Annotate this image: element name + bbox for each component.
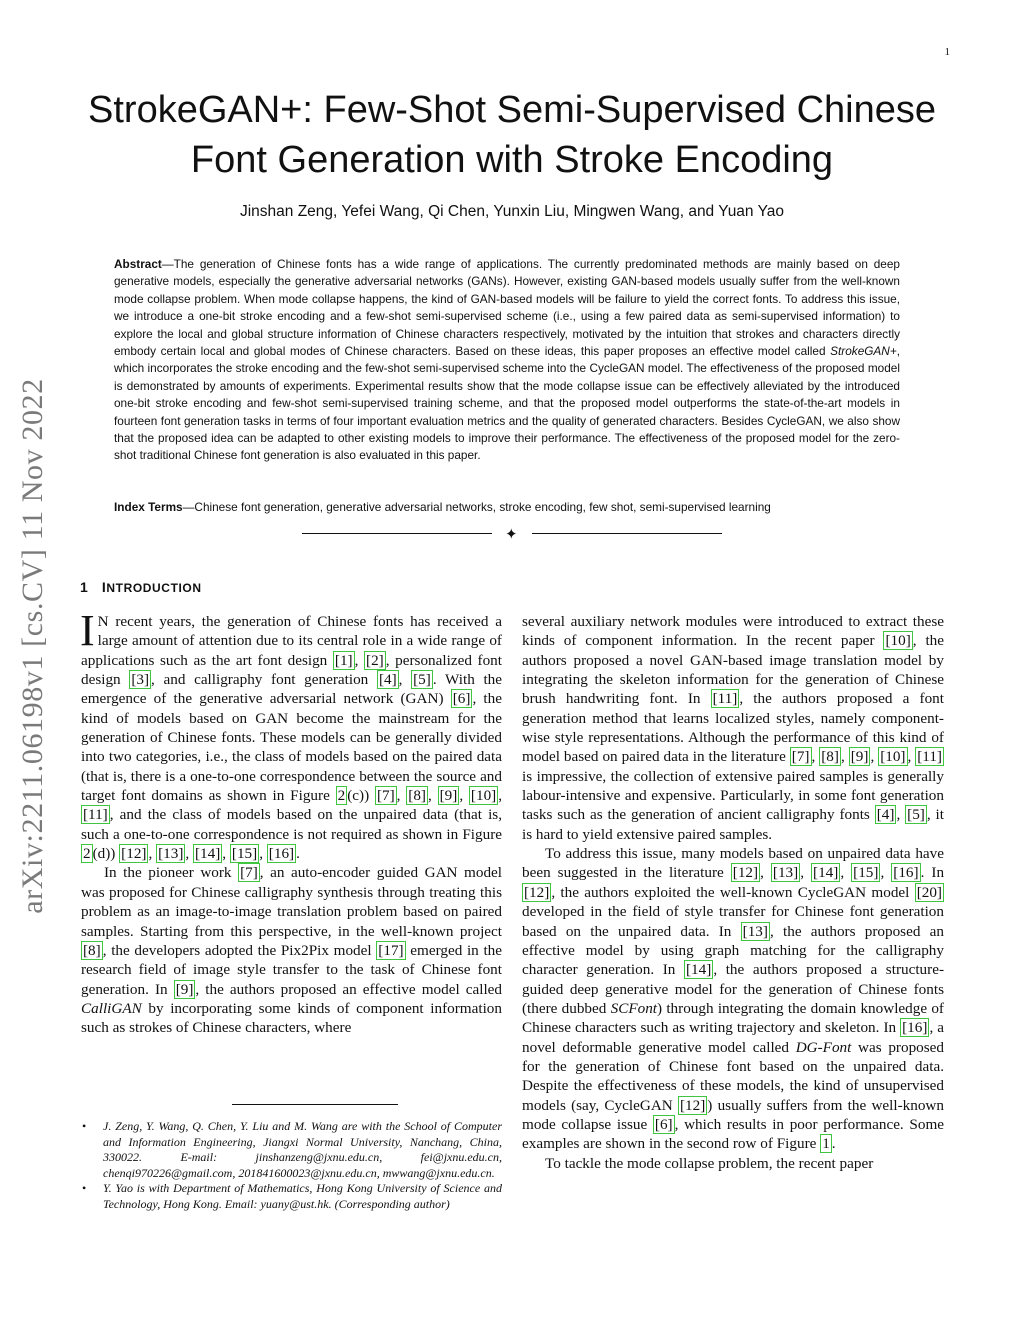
body-text: , (896, 806, 906, 824)
citation-link[interactable]: [5] (413, 671, 431, 689)
footnote-item (80, 1181, 502, 1212)
citation-link[interactable]: [6] (654, 1115, 673, 1133)
body-text: ) through integrating the domain knowledge of Chinese characters such as writing trajectory and skeleton. In (522, 999, 944, 1037)
citation-link[interactable]: [7] (376, 787, 395, 805)
citation-link[interactable]: [4] (876, 806, 895, 824)
paper-title: StrokeGAN+: Few-Shot Semi-Supervised Chinese Font Generation with Stroke Encoding (88, 89, 936, 181)
body-text: by incorporating some kinds of component information such as strokes of Chinese characters, where (81, 999, 502, 1037)
abstract-text-continued: , which incorporates the stroke encoding and the few-shot semi-supervised scheme into the CycleGAN model. The effectiveness of the proposed model is demonstrated by amounts of experiments. Experimental results show that the mode collapse issue can be effectively alleviated by the introduced one-bit stroke encoding and few-shot semi-supervised training scheme, and that the proposed model outperforms the state-of-the-art models in fourteen font generation tasks in terms of four important evaluation metrics and the quality of generated characters. Besides CycleGAN, we also show that the proposed idea can be adapted to other existing models to improve their performance. The effectiveness of the proposed model for the zero-shot traditional Chinese font generation is also evaluated in this paper. (114, 344, 900, 463)
citation-link[interactable]: [12] (524, 883, 550, 901)
body-text: recent years, the generation of Chinese fonts has received a large amount of attention due to its central role in a wide range of applications such as the art font design (81, 613, 502, 669)
intro-paragraph-2 (81, 863, 502, 1037)
body-text: , (800, 864, 812, 882)
model-name: CalliGAN (81, 999, 142, 1017)
body-text: , the authors exploited the well-known CycleGAN model (551, 883, 915, 901)
divider-line-right (532, 533, 722, 534)
body-text: emerged in the research field of image style transfer to the task of Chinese font generation. In (81, 941, 503, 998)
body-text: , the kind of models based on GAN become the mainstream for the generation of Chinese fonts. These models can be generally divided into two categories, i.e., the class of models based on the paired data (that is, there is a one-to-one correspondence between the source and target font domains as shown in Figure (81, 690, 502, 805)
citation-link[interactable]: [13] (158, 845, 184, 863)
divider-line-left (302, 533, 492, 534)
citation-link[interactable]: [3] (131, 671, 150, 689)
citation-link[interactable]: [6] (452, 690, 471, 708)
drop-cap: I (80, 606, 95, 655)
body-text: , (148, 845, 157, 863)
body-text: developed in the field of style transfer for Chinese font generation based on the unpaired data. In (522, 903, 944, 940)
figure-reference-link[interactable]: 1 (822, 1135, 830, 1153)
body-text: . (296, 845, 300, 863)
section-number: 1 (80, 579, 89, 595)
body-text: , (354, 651, 365, 669)
body-text: , the authors proposed a font generation method that learns localized styles, namely component-wise style representations. Although the performance of this kind of model based on paired data in the literature (522, 690, 944, 766)
figure-reference-link[interactable]: 2 (337, 787, 346, 805)
citation-link[interactable]: [10] (470, 787, 497, 805)
citation-link[interactable]: [12] (679, 1096, 706, 1114)
first-word-rest: N (97, 613, 109, 630)
footnote-rule (232, 1104, 398, 1105)
body-text: , an auto-encoder guided GAN model was proposed for Chinese calligraphy synthesis through treating this problem as an image-to-image translation problem based on paired samples. Starting from this perspective, in the well-known project (81, 864, 502, 940)
citation-link[interactable]: [14] (194, 845, 221, 863)
citation-link[interactable]: [5] (907, 806, 925, 824)
citation-link[interactable]: [11] (712, 690, 738, 708)
body-text: , (396, 787, 407, 805)
body-text: , (498, 787, 503, 805)
citation-link[interactable]: [11] (83, 806, 108, 824)
body-text: In the pioneer work (104, 864, 239, 882)
citation-link[interactable]: [16] (902, 1019, 928, 1037)
citation-link[interactable]: [4] (378, 671, 397, 689)
citation-link[interactable]: [1] (334, 651, 353, 669)
body-text: is impressive, the collection of extensive paired samples is generally labour-intensive and expensive. Particularly, in some font generation tasks such as the generation of ancient calligraphy fonts (522, 767, 944, 824)
body-text: . With the emergence of the generative adversarial network (GAN) (81, 671, 502, 708)
model-name: DG-Font (795, 1038, 852, 1056)
citation-link[interactable]: [15] (853, 864, 879, 882)
intro-paragraph-5: To tackle the mode collapse problem, the recent paper (545, 1154, 874, 1172)
body-text: , a novel deformable generative model called (522, 1019, 944, 1056)
body-text: . (831, 1135, 836, 1153)
body-text: , (459, 787, 469, 805)
bullet-icon: • (82, 1181, 87, 1196)
citation-link[interactable]: [7] (791, 748, 810, 766)
body-text: , (760, 864, 771, 882)
body-text: , (840, 748, 849, 766)
citation-link[interactable]: [10] (885, 632, 911, 650)
body-text: , the authors proposed a structure-guided deep generative model for the generation of Chinese fonts (there dubbed (522, 961, 945, 1017)
citation-link[interactable]: [14] (686, 961, 712, 979)
arxiv-stamp: arXiv:2211.06198v1 [cs.CV] 11 Nov 2022 (16, 378, 49, 914)
body-text: , (259, 845, 267, 863)
citation-link[interactable]: [16] (893, 864, 919, 882)
citation-link[interactable]: [13] (772, 864, 799, 882)
body-text: , (907, 748, 916, 766)
divider-ornament-icon: ✦ (505, 525, 518, 543)
intro-paragraph-1 (80, 606, 503, 863)
left-column (80, 606, 503, 1038)
body-text: , the developers adopted the Pix2Pix model (102, 941, 377, 959)
footnote-text: J. Zeng, Y. Wang, Q. Chen, Y. Liu and M. Wang are with the School of Computer and Information Engineering, Jiangxi Normal University, Nanchang, China, 330022. E-mail: jinshanzeng@jxnu.edu.cn, fei@jxnu.edu.cn, chenqi970226@gmail.com, 201841600023@jxnu.edu.cn, mwwang@jxnu.edu.cn. (103, 1119, 502, 1180)
body-text: , (222, 845, 230, 863)
body-text: , it is hard to yield extensive paired samples. (522, 806, 944, 843)
section-heading-introduction (80, 579, 202, 595)
citation-link[interactable]: [10] (880, 748, 906, 766)
body-text: To address this issue, many models based on unpaired data have been suggested in the literature (522, 845, 944, 882)
citation-link[interactable]: [8] (408, 787, 426, 805)
body-text: , (840, 864, 852, 882)
body-text: , (880, 864, 892, 882)
body-text: , the authors proposed an effective model by using graph matching for the calligraphy character generation. In (522, 922, 945, 979)
citation-link[interactable]: [9] (439, 787, 458, 805)
body-text: , (398, 671, 412, 689)
author-list: Jinshan Zeng, Yefei Wang, Qi Chen, Yunxin Liu, Mingwen Wang, and Yuan Yao (239, 203, 785, 220)
body-text: . In (920, 864, 945, 882)
body-text: , the authors proposed a novel GAN-based image translation model by integrating the skeleton information for the generation of Chinese brush handwriting font. In (522, 632, 944, 708)
body-text: , (811, 748, 820, 766)
body-text: , and calligraphy font generation (151, 671, 377, 689)
citation-link[interactable]: [17] (378, 941, 404, 959)
footnotes (80, 1119, 502, 1213)
body-text: , and the class of models based on the unpaired data (that is, such a one-to-one correspondence is not required as shown in Figure (81, 806, 502, 843)
section-title-initial: I (101, 579, 107, 595)
citation-link[interactable]: [12] (121, 845, 147, 863)
citation-link[interactable]: [12] (732, 864, 759, 882)
citation-link[interactable]: [13] (742, 922, 768, 940)
body-text: (c)) (347, 787, 375, 805)
body-text: was proposed for the generation of Chinese font based on the unpaired data. Despite the effectiveness of these models, the kind of unsupervised models (say, CycleGAN (522, 1038, 945, 1114)
citation-link[interactable]: [16] (268, 845, 295, 863)
intro-paragraph-4 (522, 844, 944, 1154)
section-divider (302, 527, 722, 541)
index-terms-text: —Chinese font generation, generative adversarial networks, stroke encoding, few shot, semi-supervised learning (182, 500, 771, 514)
bullet-icon: • (82, 1119, 87, 1133)
body-text: , which results in poor performance. Some examples are shown in the second row of Figure (522, 1115, 944, 1153)
citation-link[interactable]: [8] (83, 941, 101, 959)
page-number: 1 (944, 46, 950, 58)
citation-link[interactable]: [7] (240, 864, 258, 882)
body-text: , (870, 748, 879, 766)
right-column (522, 612, 944, 1173)
body-text: , personalized font design (81, 651, 502, 689)
citation-link[interactable]: [20] (916, 883, 942, 901)
figure-reference-link[interactable]: 2 (83, 845, 91, 863)
body-text: , (185, 845, 193, 863)
body-text: ) usually suffers from the well-known mode collapse issue (522, 1096, 944, 1133)
footnote-text: Y. Yao is with Department of Mathematics, Hong Kong University of Science and Technology, Hong Kong. Email: yuany@ust.hk. (Corresponding author) (103, 1181, 502, 1211)
citation-link[interactable]: [2] (366, 651, 384, 669)
citation-link[interactable]: [11] (917, 748, 942, 766)
intro-paragraph-3 (522, 612, 944, 844)
body-text: , (427, 787, 438, 805)
footnote-item (80, 1119, 502, 1181)
body-text: , the authors proposed an effective model called (195, 980, 502, 998)
index-terms (114, 499, 904, 516)
abstract (114, 256, 900, 465)
citation-link[interactable]: [14] (813, 864, 839, 882)
citation-link[interactable]: [15] (231, 845, 258, 863)
model-name: SCFont (610, 999, 658, 1017)
citation-link[interactable]: [9] (175, 980, 194, 998)
section-title-rest: NTRODUCTION (106, 581, 202, 595)
body-text: (d)) (92, 845, 120, 863)
abstract-text: —The generation of Chinese fonts has a wide range of applications. The currently predominated methods are mainly based on deep generative models, especially the generative adversarial networks (GANs). However, existing GAN-based models usually suffer from the well-known mode collapse problem. When mode collapse happens, the kind of GAN-based models will be failure to yield the correct fonts. To address this issue, we introduce a one-bit stroke encoding and a few-shot semi-supervised scheme (i.e., using a few paired data as semi-supervised information) to explore the local and global structure information of Chinese characters respectively, motivated by the intuition that strokes and characters directly embody certain local and global modes of Chinese characters. Based on these ideas, this paper proposes an effective model called (114, 257, 900, 359)
model-name: StrokeGAN+ (830, 344, 897, 359)
citation-link[interactable]: [8] (821, 748, 839, 766)
index-terms-label: Index Terms (114, 500, 183, 514)
abstract-label: Abstract (114, 257, 162, 271)
body-text: several auxiliary network modules were introduced to extract these kinds of component information. In the recent paper (522, 613, 944, 650)
citation-link[interactable]: [9] (850, 748, 869, 766)
